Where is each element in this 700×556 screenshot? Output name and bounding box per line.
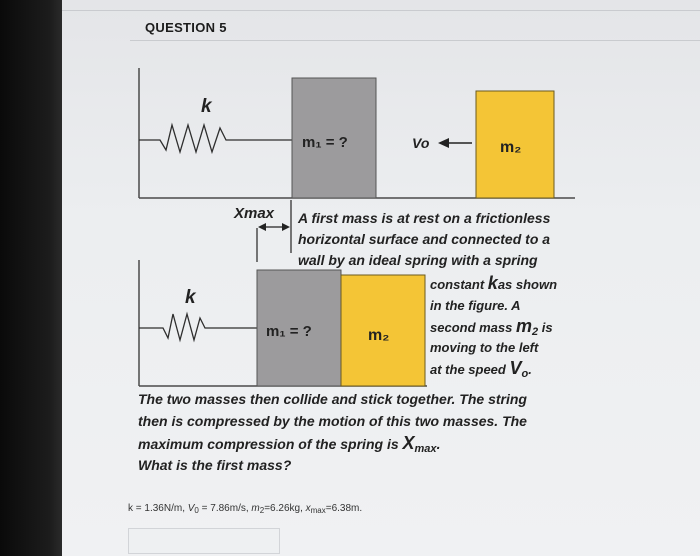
- given-values: [128, 503, 362, 515]
- problem-line-4: [430, 273, 557, 295]
- given-x-sub: max: [310, 506, 326, 515]
- bottom-spring-label: k: [185, 287, 196, 308]
- xmax-label: Xmax: [234, 205, 275, 222]
- problem-line-4-b: as shown: [497, 277, 558, 292]
- xmax-arrowhead-right: [282, 223, 290, 231]
- problem-line-6-a: second mass: [430, 320, 516, 335]
- top-diagram: [139, 68, 575, 198]
- problem-line-8-b: .: [528, 362, 532, 377]
- problem-line-9: The two masses then collide and stick together. The string: [138, 391, 527, 407]
- given-v-symbol: V: [187, 503, 195, 514]
- problem-line-3: wall by an ideal spring with a spring: [298, 252, 538, 268]
- given-v-value: = 7.86m/s,: [198, 503, 252, 514]
- given-m-value: =6.26kg,: [264, 503, 306, 514]
- top-mass2-label: m₂: [500, 139, 522, 156]
- xmax-subscript: max: [414, 443, 437, 455]
- top-spring: [139, 125, 292, 152]
- question-title: QUESTION 5: [145, 20, 227, 35]
- problem-line-10: then is compressed by the motion of this two masses. The: [138, 413, 527, 429]
- problem-line-12: What is the first mass?: [138, 457, 292, 473]
- answer-input[interactable]: [128, 528, 280, 554]
- k-symbol: k: [487, 273, 498, 293]
- xmax-symbol: X: [402, 433, 415, 453]
- velocity-label: Vo: [412, 135, 430, 151]
- bottom-mass1-label: m₁ = ?: [266, 323, 312, 340]
- given-v-sub: 0: [194, 506, 199, 515]
- xmax-arrowhead-left: [258, 223, 266, 231]
- problem-line-11-a: maximum compression of the spring is: [138, 436, 403, 452]
- problem-line-8-a: at the speed: [430, 362, 510, 377]
- problem-line-4-a: constant: [430, 277, 488, 292]
- m2-subscript: 2: [532, 326, 539, 338]
- top-mass1-label: m₁ = ?: [302, 134, 348, 151]
- bottom-spring: [139, 314, 257, 340]
- problem-line-2: horizontal surface and connected to a: [298, 231, 551, 247]
- problem-line-1: A first mass is at rest on a frictionless: [298, 210, 551, 226]
- vo-subscript: o: [521, 368, 529, 380]
- top-spring-label: k: [201, 96, 212, 117]
- given-m-symbol: m: [251, 503, 260, 514]
- problem-line-11-b: .: [436, 436, 441, 452]
- problem-line-8: [430, 358, 532, 385]
- m2-symbol: m: [516, 316, 533, 336]
- given-m-sub: 2: [259, 506, 265, 515]
- velocity-arrowhead: [438, 138, 449, 148]
- problem-line-5: in the figure. A: [430, 298, 521, 313]
- given-x-value: =6.38m.: [325, 503, 363, 514]
- given-x-symbol: x: [305, 503, 311, 514]
- given-k: k = 1.36N/m,: [128, 503, 188, 514]
- bottom-diagram: [139, 260, 427, 386]
- xmax-indicator: [233, 200, 291, 262]
- vo-symbol: V: [509, 358, 522, 378]
- problem-line-6-b: is: [538, 320, 553, 335]
- problem-line-7: moving to the left: [430, 340, 539, 355]
- bottom-mass2-label: m₂: [368, 327, 390, 344]
